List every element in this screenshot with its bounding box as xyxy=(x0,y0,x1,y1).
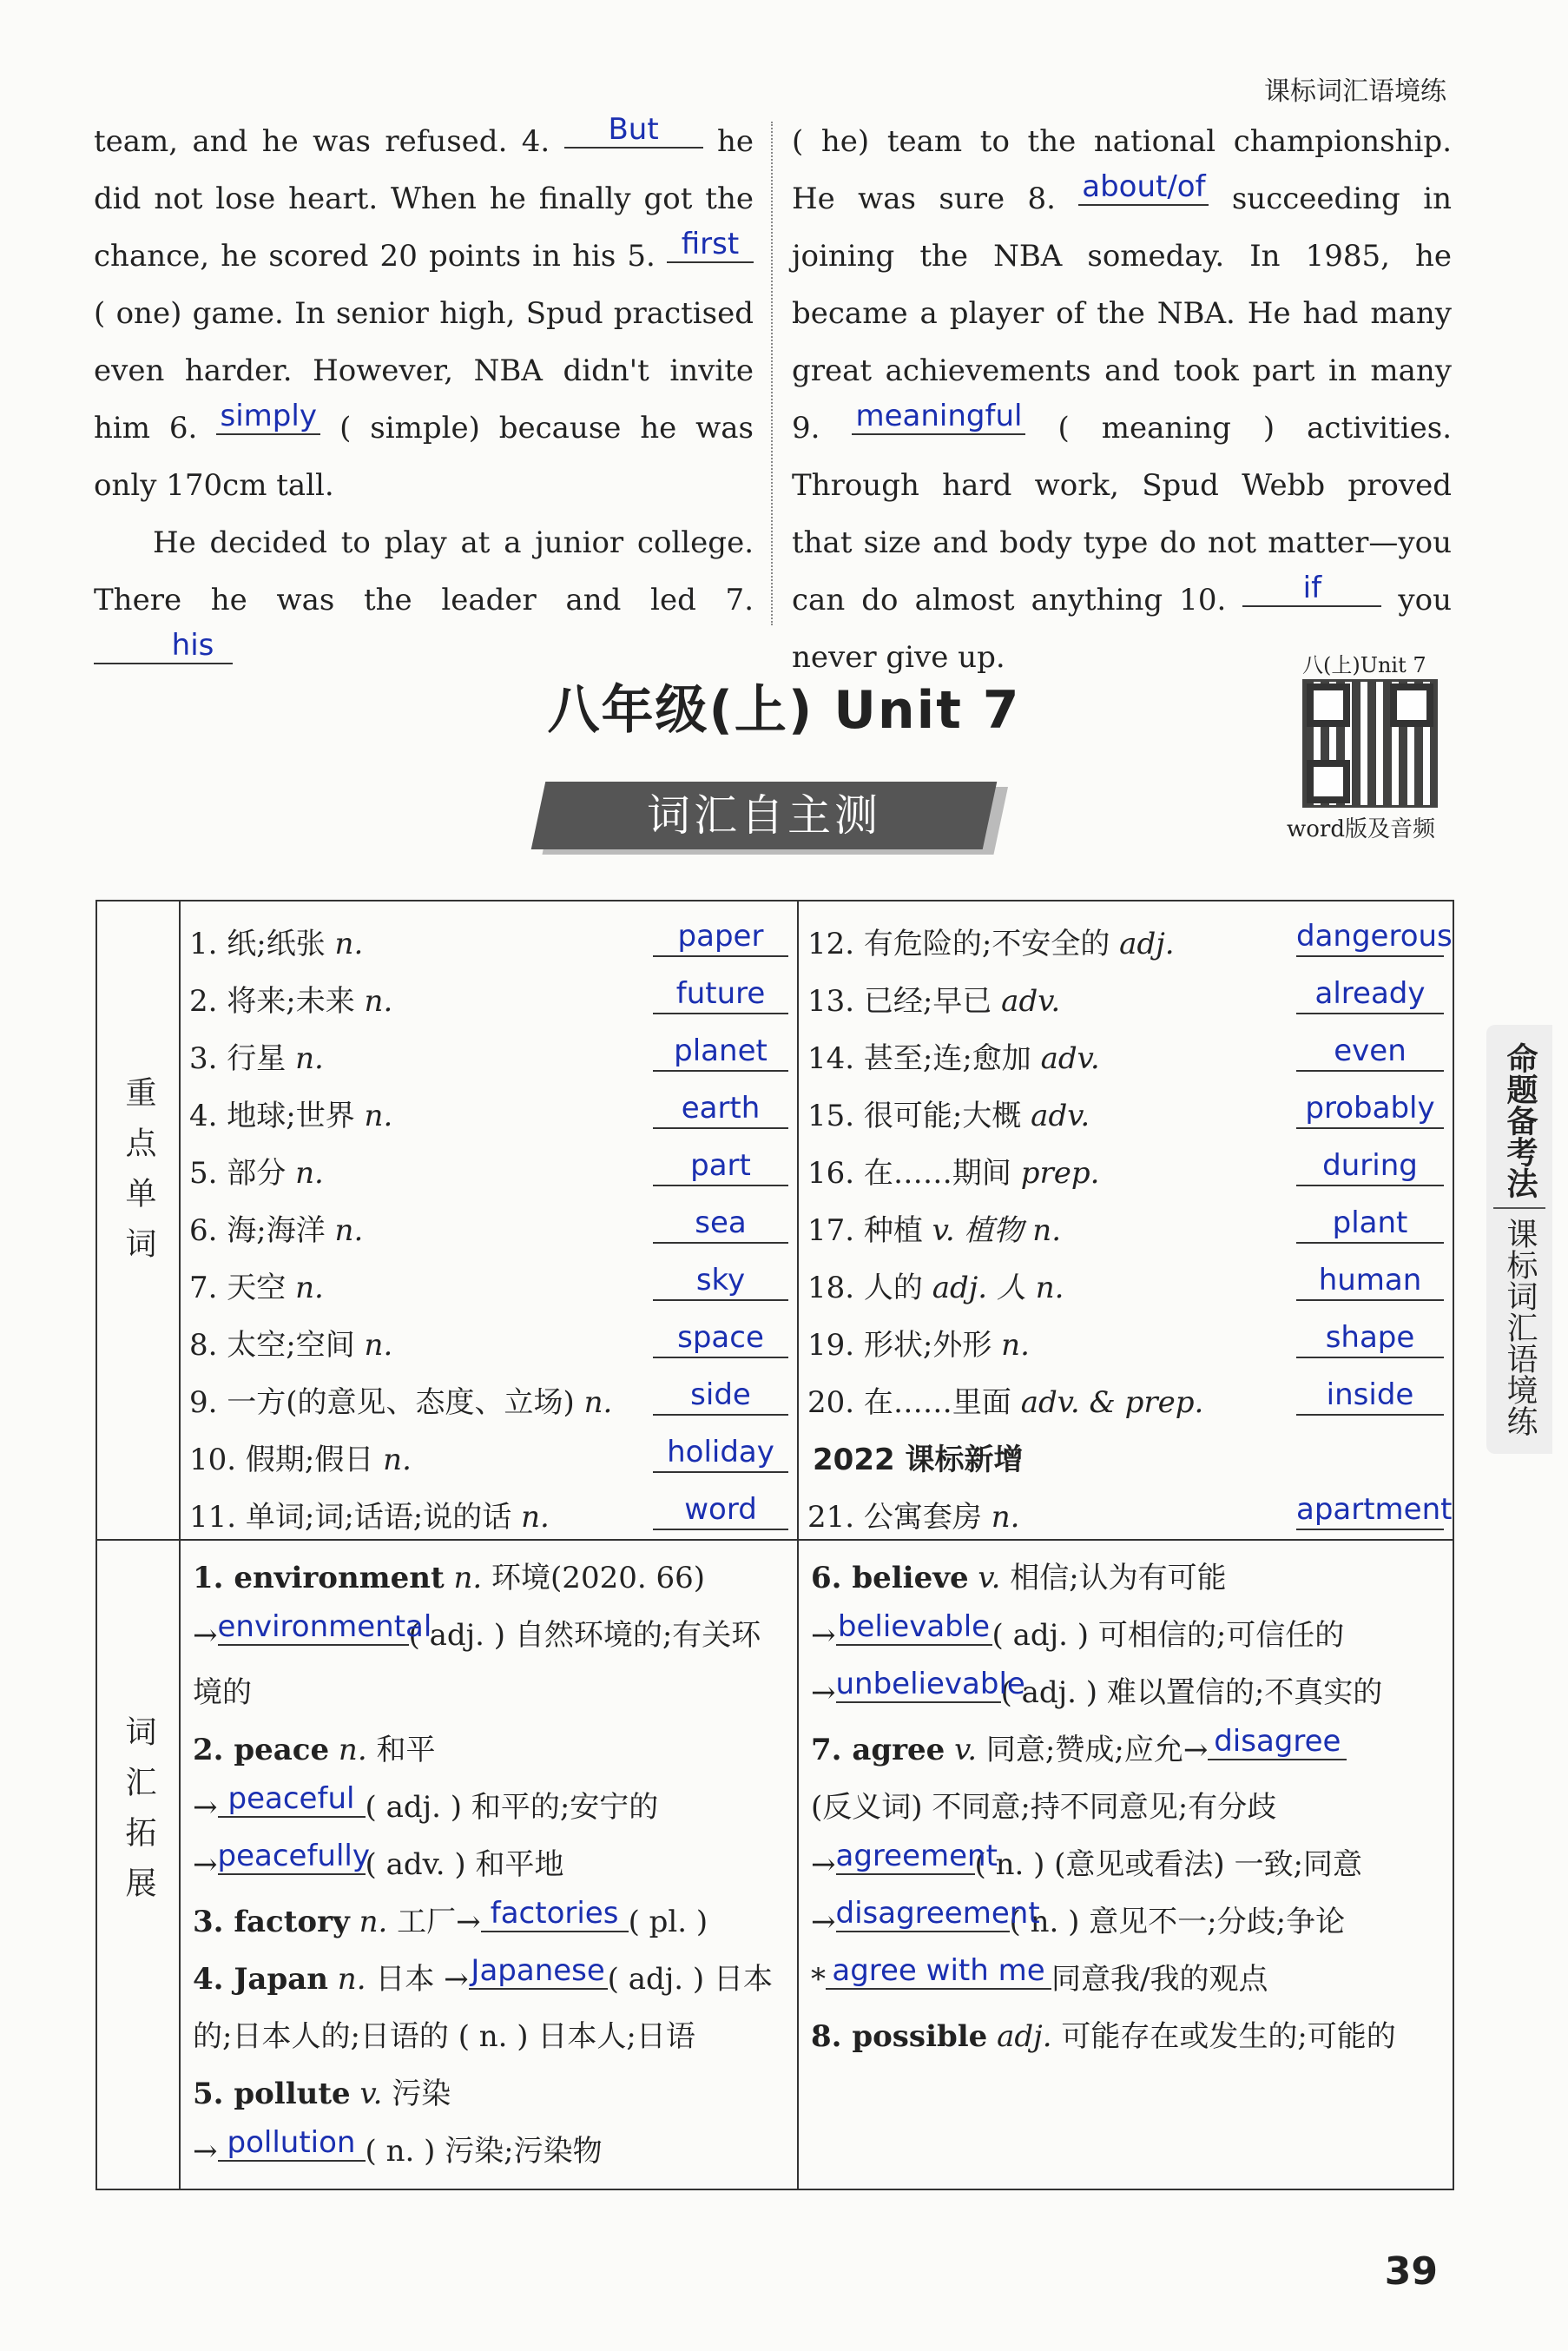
answer-blank[interactable]: word xyxy=(653,1490,788,1530)
list-item xyxy=(189,1077,788,1134)
list-item xyxy=(189,905,788,962)
answer-blank[interactable]: earth xyxy=(653,1089,788,1129)
list-item-text: 11. 单词;词;话语;说的话 n. xyxy=(189,1500,550,1535)
key-words-left xyxy=(180,901,798,1540)
expansion-item: 3. factory n. 工厂→ factories ( pl. ) xyxy=(193,1896,708,1939)
answer-blank[interactable]: paper xyxy=(653,917,788,957)
answer-blank[interactable]: environmental xyxy=(217,1609,432,1644)
answer-blank[interactable]: holiday xyxy=(653,1433,788,1473)
list-item xyxy=(189,1192,788,1249)
vocab-table xyxy=(96,900,1454,2190)
key-words-label: 重点单词 xyxy=(121,1076,156,1278)
passage-text: He decided to play at a junior college. There he was the leader and led 7. xyxy=(94,525,754,617)
answer-blank[interactable]: disagree xyxy=(1208,1724,1347,1760)
list-item xyxy=(807,1249,1444,1306)
qr-label: 八(上)Unit 7 xyxy=(1302,653,1426,677)
expansion-right xyxy=(798,1540,1453,2189)
blank-5[interactable]: first xyxy=(667,227,754,263)
expansion-label-cell xyxy=(96,1540,180,2189)
answer-blank[interactable]: Japanese xyxy=(469,1953,608,1990)
answer-blank[interactable]: planet xyxy=(653,1032,788,1072)
section-header: 课标词汇语境练 xyxy=(1264,76,1446,107)
answer-blank[interactable]: apartment xyxy=(1296,1490,1444,1530)
side-tab-top: 命题备考法 xyxy=(1502,1042,1538,1199)
answer-blank[interactable]: part xyxy=(653,1146,788,1186)
expansion-item: 4. Japan n. 日本 →Japanese( adj. ) 日本的;日本人的;日语的 ( n. ) 日本人;日语 xyxy=(193,1953,773,2054)
list-item-text: 5. 部分 n. xyxy=(189,1156,324,1191)
blank-6[interactable]: simply xyxy=(216,399,320,435)
passage-paragraph xyxy=(792,113,1452,686)
passage-text: you never give up. xyxy=(792,583,1452,675)
list-item-text: 7. 天空 n. xyxy=(189,1271,324,1305)
passage-text: succeeding in joining the NBA someday. In 1985, he became a player of the NBA. He had many great achievements and took part in many 9. xyxy=(792,182,1452,446)
answer-blank[interactable]: believable xyxy=(836,1609,992,1646)
expansion-item: 1. environment n. 环境(2020. 66) →environmental( adj. ) 自然环境的;有关环境的 xyxy=(193,1561,761,1710)
passage-paragraph xyxy=(94,113,754,514)
answer-blank[interactable]: even xyxy=(1296,1032,1444,1072)
list-item-text: 8. 太空;空间 n. xyxy=(189,1328,393,1363)
list-item-text: 20. 在……里面 adv. & prep. xyxy=(807,1385,1204,1420)
answer-blank[interactable]: dangerous xyxy=(1296,917,1444,957)
list-item xyxy=(189,1364,788,1421)
list-item xyxy=(189,1306,788,1364)
answer-blank[interactable]: sky xyxy=(653,1261,788,1301)
banner-label: 词汇自主测 xyxy=(647,790,881,841)
list-item xyxy=(807,1077,1444,1134)
list-item xyxy=(189,1020,788,1077)
list-item xyxy=(807,1478,1453,1535)
list-item-text: 12. 有危险的;不安全的 adj. xyxy=(807,927,1175,961)
column-divider xyxy=(771,122,773,625)
answer-blank[interactable]: during xyxy=(1296,1146,1444,1186)
answer-blank[interactable]: space xyxy=(653,1318,788,1358)
list-item-text: 19. 形状;外形 n. xyxy=(807,1328,1030,1363)
passage-text: ( simple) because he was only 170cm tall. xyxy=(94,411,754,503)
list-item xyxy=(807,1192,1444,1249)
passage-text: team, and he was refused. 4. xyxy=(94,124,550,159)
answer-blank[interactable]: inside xyxy=(1296,1376,1444,1416)
list-item xyxy=(189,1249,788,1306)
expansion-item: 6. believe v. 相信;认为有可能 →believable( adj. ) 可相信的;可信任的 →unbelievable( adj. ) 难以置信的;不真实的 xyxy=(811,1561,1383,1710)
list-item-text: 16. 在……期间 prep. xyxy=(807,1156,1100,1191)
passage-text: ( one) game. In senior high, Spud practised even harder. However, NBA didn't invite him 6. xyxy=(94,296,754,446)
passage-text: he did not lose heart. When he finally got the chance, he scored 20 points in his 5. xyxy=(94,124,754,274)
blank-7[interactable]: his xyxy=(94,628,233,664)
list-item xyxy=(189,1421,788,1478)
page-number: 39 xyxy=(1384,2249,1438,2294)
key-words-right xyxy=(798,901,1453,1540)
expansion-item: 5. pollute v. 污染 → pollution ( n. ) 污染;污染物 xyxy=(193,2077,603,2169)
qr-note: word版及音频 xyxy=(1287,816,1435,842)
passage-left-column xyxy=(94,113,754,686)
side-tab-bottom: 课标词汇语境练 xyxy=(1502,1218,1538,1436)
list-item xyxy=(807,1134,1444,1192)
list-item-text: 9. 一方(的意见、态度、立场) n. xyxy=(189,1385,613,1420)
answer-blank[interactable]: disagreement xyxy=(835,1896,1040,1931)
answer-blank[interactable]: pollution xyxy=(218,2125,366,2162)
list-item-text: 10. 假期;假日 n. xyxy=(189,1443,412,1477)
passage-paragraph xyxy=(94,514,754,686)
answer-blank[interactable]: unbelievable xyxy=(835,1667,1025,1701)
answer-blank[interactable]: human xyxy=(1296,1261,1444,1301)
list-item-text: 21. 公寓套房 n. xyxy=(807,1500,1020,1535)
expansion-label: 词汇拓展 xyxy=(121,1715,156,1917)
list-item-text: 15. 很可能;大概 adv. xyxy=(807,1099,1090,1133)
side-tab xyxy=(1486,1025,1552,1454)
answer-blank[interactable]: peaceful xyxy=(218,1781,366,1818)
passage-text: ( he) team to the national championship. He was sure 8. xyxy=(792,124,1452,216)
list-item-text: 1. 纸;纸张 n. xyxy=(189,927,364,961)
list-item-text: 14. 甚至;连;愈加 adv. xyxy=(807,1041,1100,1076)
list-item-text: 13. 已经;早已 adv. xyxy=(807,984,1061,1019)
qr-code-icon[interactable] xyxy=(1302,679,1438,808)
list-item xyxy=(807,905,1453,962)
answer-blank[interactable]: already xyxy=(1296,974,1444,1014)
answer-blank[interactable]: side xyxy=(653,1376,788,1416)
blank-10[interactable]: if xyxy=(1242,571,1381,607)
key-words-label-cell xyxy=(96,901,180,1540)
answer-blank[interactable]: plant xyxy=(1296,1204,1444,1244)
list-item-text: 18. 人的 adj. 人 n. xyxy=(807,1271,1064,1305)
answer-blank[interactable]: peacefully xyxy=(217,1839,370,1873)
new-words-label: 2022 课标新增 xyxy=(813,1443,1024,1477)
passage-right-column xyxy=(792,113,1452,686)
expansion-item: 2. peace n. 和平 → peaceful ( adj. ) 和平的;安宁的 →peacefully( adv. ) 和平地 xyxy=(193,1733,659,1882)
blank-9[interactable]: meaningful xyxy=(852,399,1025,435)
answer-blank[interactable]: probably xyxy=(1296,1089,1444,1129)
list-item xyxy=(807,962,1444,1020)
list-item xyxy=(189,1134,788,1192)
list-item-text: 17. 种植 v. 植物 n. xyxy=(807,1213,1062,1248)
list-item xyxy=(807,1306,1444,1364)
passage-text: ( meaning ) activities. Through hard work, Spud Webb proved that size and body type do not matter—you can do almost anything 10. xyxy=(792,411,1453,617)
answer-blank[interactable]: agreement xyxy=(835,1839,998,1873)
expansion-left xyxy=(180,1540,798,2189)
list-item-text: 4. 地球;世界 n. xyxy=(189,1099,393,1133)
expansion-item: 7. agree v. 同意;赞成;应允→ disagree (反义词) 不同意;持不同意见;有分歧 →agreement( n. ) (意见或看法) 一致;同意 →disagreement( n. ) 意见不一;分歧;争论 * agree with me 同意我/我的观点 xyxy=(811,1724,1362,1997)
answer-blank[interactable]: sea xyxy=(653,1204,788,1244)
expansion-item: 8. possible adj. 可能存在或发生的;可能的 xyxy=(811,2019,1396,2054)
answer-blank[interactable]: future xyxy=(653,974,788,1014)
list-item xyxy=(807,1020,1444,1077)
answer-blank[interactable]: agree with me xyxy=(826,1953,1051,1990)
new-words-heading xyxy=(807,1421,1444,1478)
list-item xyxy=(189,962,788,1020)
blank-4[interactable]: But xyxy=(564,112,703,149)
answer-blank[interactable]: factories xyxy=(481,1896,629,1932)
list-item xyxy=(189,1478,788,1535)
blank-8[interactable]: about/of xyxy=(1078,169,1209,206)
list-item-text: 6. 海;海洋 n. xyxy=(189,1213,364,1248)
answer-blank[interactable]: shape xyxy=(1296,1318,1444,1358)
section-banner xyxy=(531,782,998,849)
list-item-text: 3. 行星 n. xyxy=(189,1041,324,1076)
unit-title: 八年级(上) Unit 7 xyxy=(547,680,1021,741)
list-item-text: 2. 将来;未来 n. xyxy=(189,984,393,1019)
list-item xyxy=(807,1364,1444,1421)
